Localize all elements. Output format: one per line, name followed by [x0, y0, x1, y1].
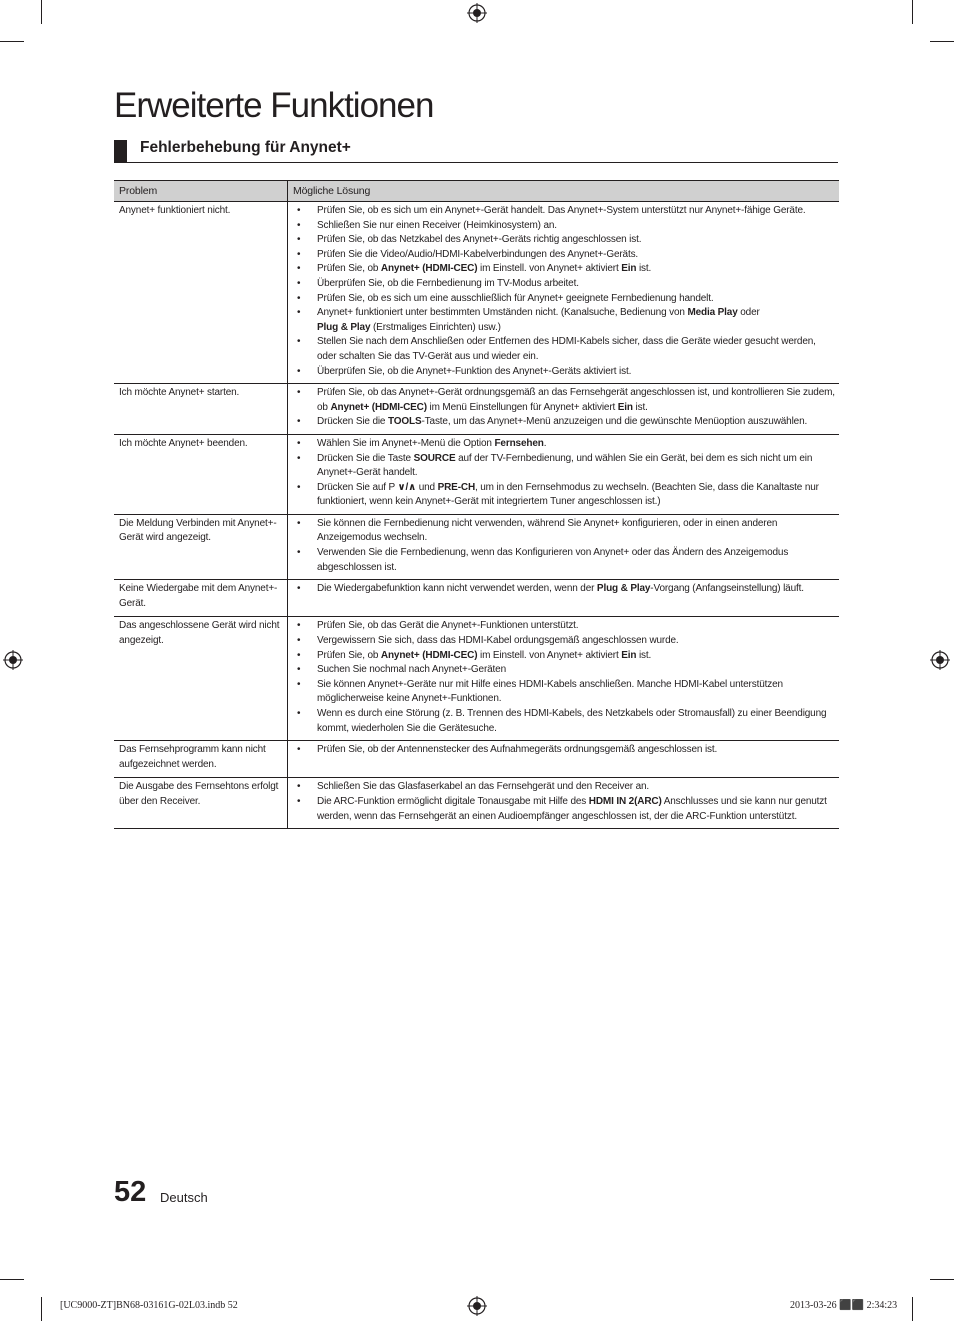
- list-item: • Prüfen Sie, ob das Anynet+-Gerät ordnungsgemäß an das Fernsehgerät angeschlossen ist, und kontrollieren Sie zudem, ob Anynet+ (HDMI-CEC) im Menü Einstellungen für Anynet+ aktiviert Ein ist.: [297, 386, 836, 415]
- solution-list: [297, 780, 836, 824]
- solution-list: [297, 743, 836, 758]
- list-item: • Überprüfen Sie, ob die Anynet+-Funktion des Anynet+-Geräts aktiviert ist.: [297, 365, 836, 380]
- problem-cell: Das angeschlossene Gerät wird nicht angezeigt.: [114, 617, 288, 741]
- table-row: [114, 384, 839, 435]
- problem-cell: Das Fernsehprogramm kann nicht aufgezeichnet werden.: [114, 741, 288, 778]
- problem-cell: Die Meldung Verbinden mit Anynet+-Gerät wird angezeigt.: [114, 514, 288, 579]
- solution-list: [297, 619, 836, 736]
- solution-cell: [288, 580, 840, 617]
- page-number: 52: [114, 1176, 147, 1208]
- list-item: • Anynet+ funktioniert unter bestimmten Umständen nicht. (Kanalsuche, Bedienung von Media Play oder Plug & Play (Erstmaliges Einrichten) usw.): [297, 306, 836, 335]
- table-header-row: [114, 181, 839, 202]
- problem-cell: Ich möchte Anynet+ beenden.: [114, 434, 288, 514]
- list-item: • Prüfen Sie, ob der Antennenstecker des Aufnahmegeräts ordnungsgemäß angeschlossen ist.: [297, 743, 836, 758]
- registration-mark-icon: [467, 3, 487, 23]
- list-item: • Stellen Sie nach dem Anschließen oder Entfernen des HDMI-Kabels sicher, dass die Geräte wieder gesucht werden, oder schalten Sie das TV-Gerät aus und wieder ein.: [297, 335, 836, 364]
- list-item: • Wenn es durch eine Störung (z. B. Trennen des HDMI-Kabels, des Netzkabels oder Stromausfall) zu einer Beendigung kommt, wiederholen Sie die Gerätesuche.: [297, 707, 836, 736]
- solution-cell: [288, 514, 840, 579]
- table-row: [114, 778, 839, 829]
- section-title: Fehlerbehebung für Anynet+: [140, 139, 351, 156]
- solution-cell: [288, 202, 840, 384]
- list-item: • Drücken Sie die Taste SOURCE auf der TV-Fernbedienung, und wählen Sie ein Gerät, bei dem es sich nicht um ein Anynet+-Gerät handelt.: [297, 452, 836, 481]
- registration-mark-icon: [467, 1296, 487, 1316]
- list-item: • Prüfen Sie, ob Anynet+ (HDMI-CEC) im Einstell. von Anynet+ aktiviert Ein ist.: [297, 262, 836, 277]
- solution-list: [297, 517, 836, 575]
- list-item: • Prüfen Sie die Video/Audio/HDMI-Kabelverbindungen des Anynet+-Geräts.: [297, 248, 836, 263]
- solution-cell: [288, 434, 840, 514]
- list-item: • Schließen Sie das Glasfaserkabel an das Fernsehgerät und den Receiver an.: [297, 780, 836, 795]
- list-item: • Prüfen Sie, ob es sich um ein Anynet+-Gerät handelt. Das Anynet+-System unterstützt nur Anynet+-fähige Geräte.: [297, 204, 836, 219]
- print-slug-timestamp: 2013-03-26 ⬛⬛ 2:34:23: [790, 1300, 898, 1311]
- crop-mark: [930, 1279, 954, 1280]
- list-item: • Sie können Anynet+-Geräte nur mit Hilfe eines HDMI-Kabels anschließen. Manche HDMI-Kabel unterstützen möglicherweise keine Anynet+-Funktionen.: [297, 678, 836, 707]
- list-item: • Prüfen Sie, ob das Gerät die Anynet+-Funktionen unterstützt.: [297, 619, 836, 634]
- table-row: [114, 202, 839, 384]
- list-item: • Drücken Sie auf P ∨/∧ und PRE-CH, um in den Fernsehmodus zu wechseln. (Beachten Sie, dass die Kanaltaste nur funktioniert, wenn kein Anynet+-Gerät mit integriertem Tuner angeschlossen ist.): [297, 481, 836, 510]
- list-item: • Schließen Sie nur einen Receiver (Heimkinosystem) an.: [297, 219, 836, 234]
- list-item: • Prüfen Sie, ob es sich um eine ausschließlich für Anynet+ geeignete Fernbedienung handelt.: [297, 292, 836, 307]
- crop-mark: [41, 0, 42, 24]
- solution-list: [297, 582, 836, 597]
- list-item: • Wählen Sie im Anynet+-Menü die Option Fernsehen.: [297, 437, 836, 452]
- crop-mark: [912, 0, 913, 24]
- solution-list: [297, 437, 836, 510]
- column-header-problem: Problem: [114, 181, 288, 202]
- table-row: [114, 580, 839, 617]
- list-item: • Überprüfen Sie, ob die Fernbedienung im TV-Modus arbeitet.: [297, 277, 836, 292]
- table-body: [114, 202, 839, 829]
- list-item: • Prüfen Sie, ob das Netzkabel des Anynet+-Geräts richtig angeschlossen ist.: [297, 233, 836, 248]
- list-item: • Sie können die Fernbedienung nicht verwenden, während Sie Anynet+ konfigurieren, oder in einen anderen Anzeigemodus wechseln.: [297, 517, 836, 546]
- list-item: • Suchen Sie nochmal nach Anynet+-Geräten: [297, 663, 836, 678]
- problem-cell: Keine Wiedergabe mit dem Anynet+-Gerät.: [114, 580, 288, 617]
- list-item: • Prüfen Sie, ob Anynet+ (HDMI-CEC) im Einstell. von Anynet+ aktiviert Ein ist.: [297, 649, 836, 664]
- registration-mark-icon: [3, 650, 23, 670]
- registration-mark-icon: [930, 650, 950, 670]
- list-item: • Die Wiedergabefunktion kann nicht verwendet werden, wenn der Plug & Play-Vorgang (Anfangseinstellung) läuft.: [297, 582, 836, 597]
- problem-cell: Ich möchte Anynet+ starten.: [114, 384, 288, 435]
- crop-mark: [0, 41, 24, 42]
- problem-cell: Die Ausgabe des Fernsehtons erfolgt über den Receiver.: [114, 778, 288, 829]
- table-row: [114, 617, 839, 741]
- list-item: • Die ARC-Funktion ermöglicht digitale Tonausgabe mit Hilfe des HDMI IN 2(ARC) Anschlusses und sie kann nur genutzt werden, wenn das Fernsehgerät an einen Audioempfänger angeschlossen ist, der die ARC-Funktion unterstützt.: [297, 795, 836, 824]
- table-row: [114, 741, 839, 778]
- solution-cell: [288, 778, 840, 829]
- list-item: • Verwenden Sie die Fernbedienung, wenn das Konfigurieren von Anynet+ oder das Ändern des Anzeigemodus abgeschlossen ist.: [297, 546, 836, 575]
- print-slug-file: [UC9000-ZT]BN68-03161G-02L03.indb 52: [60, 1300, 238, 1311]
- section-bar: [114, 140, 127, 162]
- table-row: [114, 514, 839, 579]
- list-item: • Drücken Sie die TOOLS-Taste, um das Anynet+-Menü anzuzeigen und die gewünschte Menüoption auszuwählen.: [297, 415, 836, 430]
- table-row: [114, 434, 839, 514]
- chapter-title: Erweiterte Funktionen: [114, 86, 434, 125]
- solution-list: [297, 204, 836, 379]
- page-language: Deutsch: [160, 1190, 208, 1205]
- solution-cell: [288, 384, 840, 435]
- section-heading: [114, 139, 838, 163]
- column-header-solution: Mögliche Lösung: [288, 181, 840, 202]
- list-item: • Vergewissern Sie sich, dass das HDMI-Kabel ordungsgemäß angeschlossen wurde.: [297, 634, 836, 649]
- crop-mark: [912, 1297, 913, 1321]
- crop-mark: [0, 1279, 24, 1280]
- crop-mark: [930, 41, 954, 42]
- crop-mark: [41, 1297, 42, 1321]
- solution-cell: [288, 617, 840, 741]
- solution-list: [297, 386, 836, 430]
- solution-cell: [288, 741, 840, 778]
- problem-cell: Anynet+ funktioniert nicht.: [114, 202, 288, 384]
- troubleshooting-table: [114, 180, 839, 829]
